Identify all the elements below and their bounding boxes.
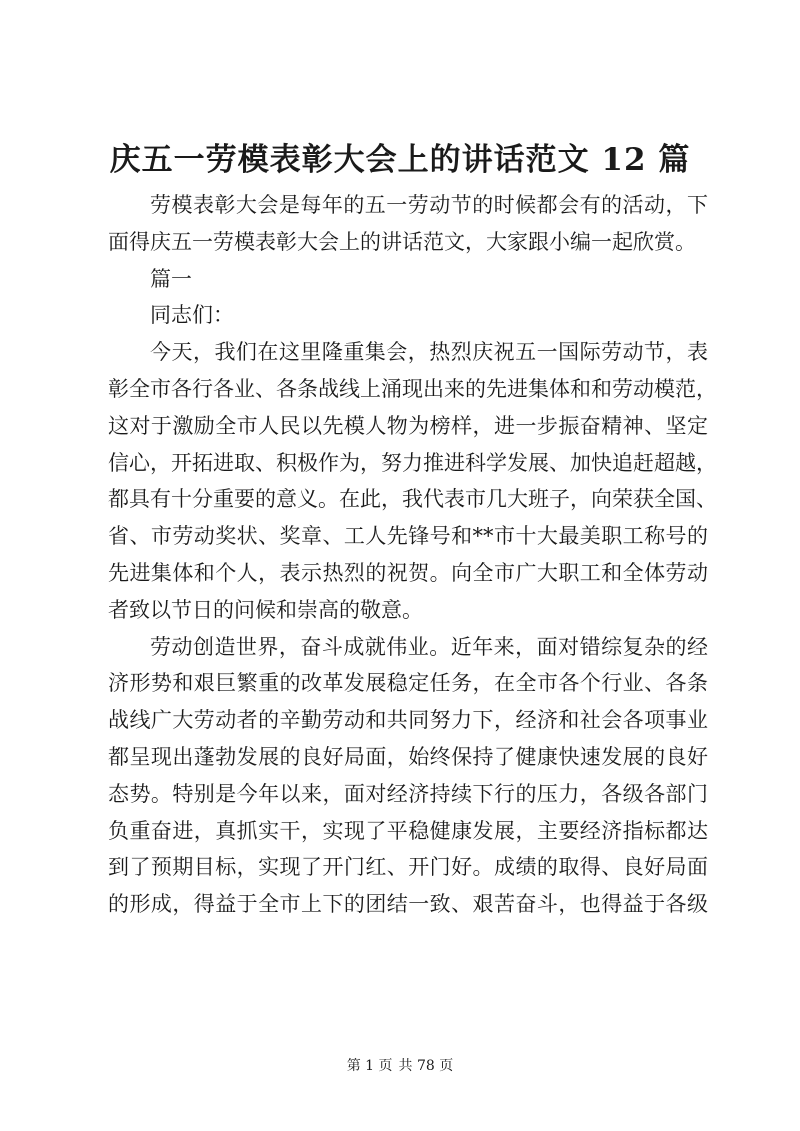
body-line: 态势。特别是今年以来，面对经济持续下行的压力，各级各部门	[108, 781, 708, 806]
body-line: 的形成，得益于全市上下的团结一致、艰苦奋斗，也得益于各级	[108, 892, 708, 917]
body-line: 到了预期目标，实现了开门红、开门好。成绩的取得、良好局面	[108, 855, 708, 880]
body-line: 面得庆五一劳模表彰大会上的讲话范文，大家跟小编一起欣赏。	[108, 229, 696, 254]
section-heading: 篇一	[150, 266, 192, 291]
body-line: 者致以节日的问候和崇高的敬意。	[108, 597, 423, 622]
body-line: 省、市劳动奖状、奖章、工人先锋号和**市十大最美职工称号的	[108, 524, 708, 549]
body-line: 今天，我们在这里隆重集会，热烈庆祝五一国际劳动节，表	[150, 340, 708, 365]
body-line: 都呈现出蓬勃发展的良好局面，始终保持了健康快速发展的良好	[108, 744, 708, 769]
body-line: 负重奋进，真抓实干，实现了平稳健康发展，主要经济指标都达	[108, 818, 708, 843]
body-line: 这对于激励全市人民以先模人物为榜样，进一步振奋精神、坚定	[108, 413, 708, 438]
body-line: 先进集体和个人，表示热烈的祝贺。向全市广大职工和全体劳动	[108, 560, 708, 585]
salutation: 同志们：	[150, 303, 234, 328]
body-line: 劳动创造世界，奋斗成就伟业。近年来，面对错综复杂的经	[150, 634, 708, 659]
document-title: 庆五一劳模表彰大会上的讲话范文 12 篇	[109, 142, 691, 178]
body-line: 彰全市各行各业、各条战线上涌现出来的先进集体和和劳动模范，	[108, 376, 717, 401]
body-line: 信心，开拓进取、积极作为，努力推进科学发展、加快追赶超越，	[108, 450, 717, 475]
body-line: 都具有十分重要的意义。在此，我代表市几大班子，向荣获全国、	[108, 487, 717, 512]
body-line: 战线广大劳动者的辛勤劳动和共同努力下，经济和社会各项事业	[108, 708, 708, 733]
page-number: 第 1 页	[346, 1058, 393, 1074]
page-total: 共 78 页	[398, 1058, 454, 1074]
page-footer	[0, 1056, 800, 1076]
body-line: 劳模表彰大会是每年的五一劳动节的时候都会有的活动，下	[150, 193, 708, 217]
document-body	[108, 187, 717, 923]
body-line: 济形势和艰巨繁重的改革发展稳定任务，在全市各个行业、各条	[108, 671, 708, 696]
